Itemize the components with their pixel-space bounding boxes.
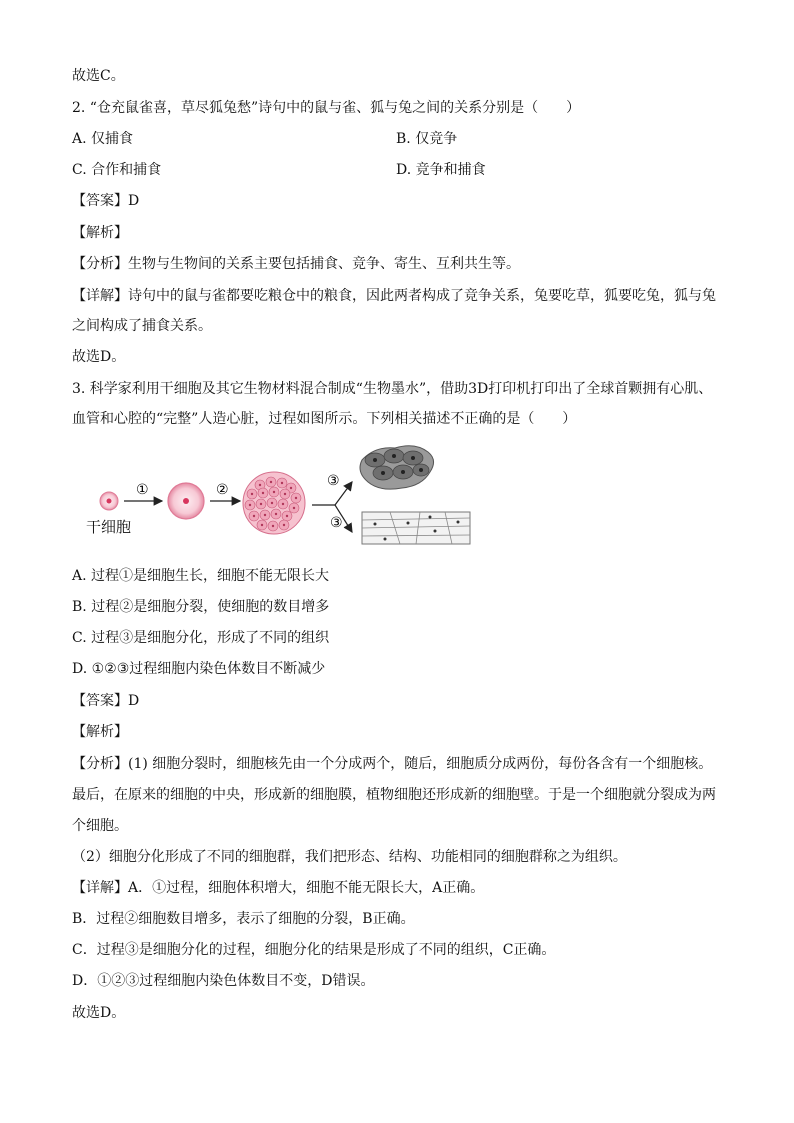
conclusion-q3: 故选D。 xyxy=(72,1005,126,1021)
q3-answer: 【答案】D xyxy=(72,693,140,709)
tissue-muscle xyxy=(362,512,470,544)
stem-cell-small xyxy=(100,492,118,510)
q2-option-d: D. 竞争和捕食 xyxy=(396,162,486,178)
step-1-marker: ① xyxy=(136,482,149,498)
q2-option-b: B. 仅竞争 xyxy=(396,131,458,147)
cell-cluster xyxy=(243,472,305,534)
q2-analysis-heading: 【解析】 xyxy=(72,225,128,241)
q3-option-c: C. 过程③是细胞分化，形成了不同的组织 xyxy=(72,630,330,646)
q2-detail-1: 【详解】诗句中的鼠与雀都要吃粮仓中的粮食，因此两者构成了竞争关系，兔要吃草，狐要吃兔，狐与兔 xyxy=(72,288,716,304)
q3-detail-a: 【详解】A．①过程，细胞体积增大，细胞不能无限长大，A正确。 xyxy=(72,880,485,896)
tissue-epithelial xyxy=(360,446,434,489)
conclusion-q2: 故选D。 xyxy=(72,349,126,365)
q3-option-a: A. 过程①是细胞生长，细胞不能无限长大 xyxy=(72,568,330,584)
step-3-marker-top: ③ xyxy=(327,473,340,489)
q3-detail-b: B．过程②细胞数目增多，表示了细胞的分裂，B正确。 xyxy=(72,911,415,927)
q3-analysis-3: 个细胞。 xyxy=(72,818,128,834)
q3-analysis-2: 最后，在原来的细胞的中央，形成新的细胞膜，植物细胞还形成新的细胞壁。于是一个细胞就分裂成为两 xyxy=(72,787,716,803)
stem-cell-label: 干细胞 xyxy=(86,518,132,536)
q2-option-c: C. 合作和捕食 xyxy=(72,162,162,178)
q2-option-a: A. 仅捕食 xyxy=(72,131,134,147)
conclusion-q1: 故选C。 xyxy=(72,68,125,84)
q3-detail-d: D．①②③过程细胞内染色体数目不变，D错误。 xyxy=(72,973,375,989)
q2-analysis: 【分析】生物与生物间的关系主要包括捕食、竞争、寄生、互利共生等。 xyxy=(72,256,520,272)
stem-cell-grown xyxy=(168,483,204,519)
q2-detail-2: 之间构成了捕食关系。 xyxy=(72,318,212,334)
q3-detail-c: C．过程③是细胞分化的过程，细胞分化的结果是形成了不同的组织，C正确。 xyxy=(72,942,556,958)
question-3-stem-1: 3. 科学家利用干细胞及其它生物材料混合制成“生物墨水”，借助3D打印机打印出了全球首颗拥有心肌、 xyxy=(72,381,713,397)
stem-cell-process-figure xyxy=(90,440,480,552)
question-3-stem-2: 血管和心腔的“完整”人造心脏，过程如图所示。下列相关描述不正确的是（ ） xyxy=(72,411,577,427)
q3-analysis-1: 【分析】(1) 细胞分裂时，细胞核先由一个分成两个，随后，细胞质分成两份，每份各含有一个细胞核。 xyxy=(72,756,713,772)
q3-option-b: B. 过程②是细胞分裂，使细胞的数目增多 xyxy=(72,599,330,615)
q3-analysis-4: （2）细胞分化形成了不同的细胞群，我们把形态、结构、功能相同的细胞群称之为组织。 xyxy=(72,849,627,865)
q3-analysis-heading: 【解析】 xyxy=(72,724,128,740)
q2-answer: 【答案】D xyxy=(72,193,140,209)
step-3-marker-bottom: ③ xyxy=(330,515,343,531)
step-2-marker: ② xyxy=(216,482,229,498)
q3-option-d: D. ①②③过程细胞内染色体数目不断减少 xyxy=(72,661,326,677)
question-2-stem: 2. “仓充鼠雀喜，草尽狐兔愁”诗句中的鼠与雀、狐与兔之间的关系分别是（ ） xyxy=(72,100,581,116)
